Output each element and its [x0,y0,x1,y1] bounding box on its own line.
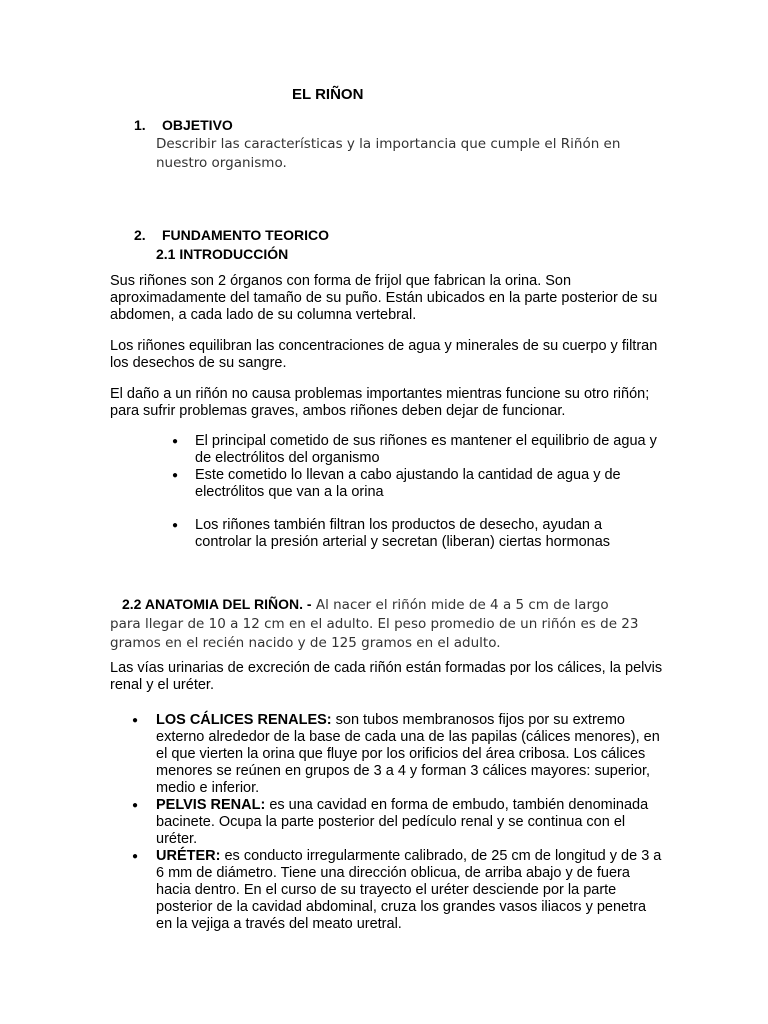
section-1-heading [134,117,233,133]
bullet-icon: ● [172,436,179,447]
section-2-title: FUNDAMENTO TEORICO [162,227,329,243]
anatomy-paragraph: Las vías urinarias de excreción de cada riñón están formadas por los cálices, la pelvis renal y el uréter. [110,660,663,693]
anatomy-intro-line-3: gramos en el recién nacido y de 125 gramos en el adulto. [110,635,501,651]
anatomy-intro-line-2: para llegar de 10 a 12 cm en el adulto. El peso promedio de un riñón es de 23 [110,616,639,632]
intro-paragraph-2: Los riñones equilibran las concentraciones de agua y minerales de su cuerpo y filtran los desechos de su sangre. [110,338,658,371]
subsection-2-1-heading: 2.1 INTRODUCCIÓN [156,246,289,262]
list-item: ● Este cometido lo llevan a cabo ajustando la cantidad de agua y de electrólitos que van a la orina [172,467,621,500]
list-item: ● LOS CÁLICES RENALES: son tubos membranosos fijos por su extremo externo alrededor de la base de cada una de las papilas (cálices menores), en el que vierten la orina que fluye por los orificios del área cribosa. Los cálices menores se reúnen en grupos de 3 a 4 y forman 3 cálices mayores: superior, medio e inferior. [132,712,660,796]
anatomy-intro [110,595,670,653]
document-title: EL RIÑON [292,86,364,103]
intro-bullet-list [172,433,662,551]
objective-line-1: Describir las características y la importancia que cumple el Riñón en [156,136,621,152]
objective-text [156,135,676,173]
section-1-number: 1. [134,117,146,133]
anatomy-intro-line-1: Al nacer el riñón mide de 4 a 5 cm de largo [311,597,609,613]
list-item: ● El principal cometido de sus riñones es mantener el equilibrio de agua y de electrólitos del organismo [172,433,657,466]
term-pelvis: PELVIS RENAL: [156,797,266,813]
bullet-icon: ● [172,520,179,531]
subsection-2-2-heading: 2.2 ANATOMIA DEL RIÑON. - [122,596,312,612]
section-2-heading [134,227,329,243]
list-item: ● Los riñones también filtran los productos de desecho, ayudan a controlar la presión arterial y secretan (liberan) ciertas hormonas [172,517,611,550]
list-item: ● PELVIS RENAL: es una cavidad en forma de embudo, también denominada bacinete. Ocupa la parte posterior del pedículo renal y se continua con el uréter. [132,797,649,847]
bullet-icon: ● [132,715,139,726]
intro-paragraph-1: Sus riñones son 2 órganos con forma de frijol que fabrican la orina. Son aproximadamente del tamaño de su puño. Están ubicados en la parte posterior de su abdomen, a cada lado de su columna vertebral. [110,273,658,323]
term-ureter: URÉTER: [156,848,221,864]
list-item: ● URÉTER: es conducto irregularmente calibrado, de 25 cm de longitud y de 3 a 6 mm de diámetro. Tiene una dirección oblicua, de arriba abajo y de fuera hacia dentro. En el curso de su trayecto el uréter desciende por la parte posterior de la cavidad abdominal, cruza los grandes vasos iliacos y penetra en la vejiga a través del meato uretral. [132,848,662,932]
objective-line-2: nuestro organismo. [156,155,287,171]
intro-paragraph-3: El daño a un riñón no causa problemas importantes mientras funcione su otro riñón; para sufrir problemas graves, ambos riñones deben dejar de funcionar. [110,386,650,419]
section-1-title: OBJETIVO [162,117,233,133]
bullet-icon: ● [172,470,179,481]
bullet-icon: ● [132,800,139,811]
anatomy-bullet-list [132,712,662,933]
section-2-number: 2. [134,227,146,243]
bullet-icon: ● [132,851,139,862]
term-calices: LOS CÁLICES RENALES: [156,712,332,728]
